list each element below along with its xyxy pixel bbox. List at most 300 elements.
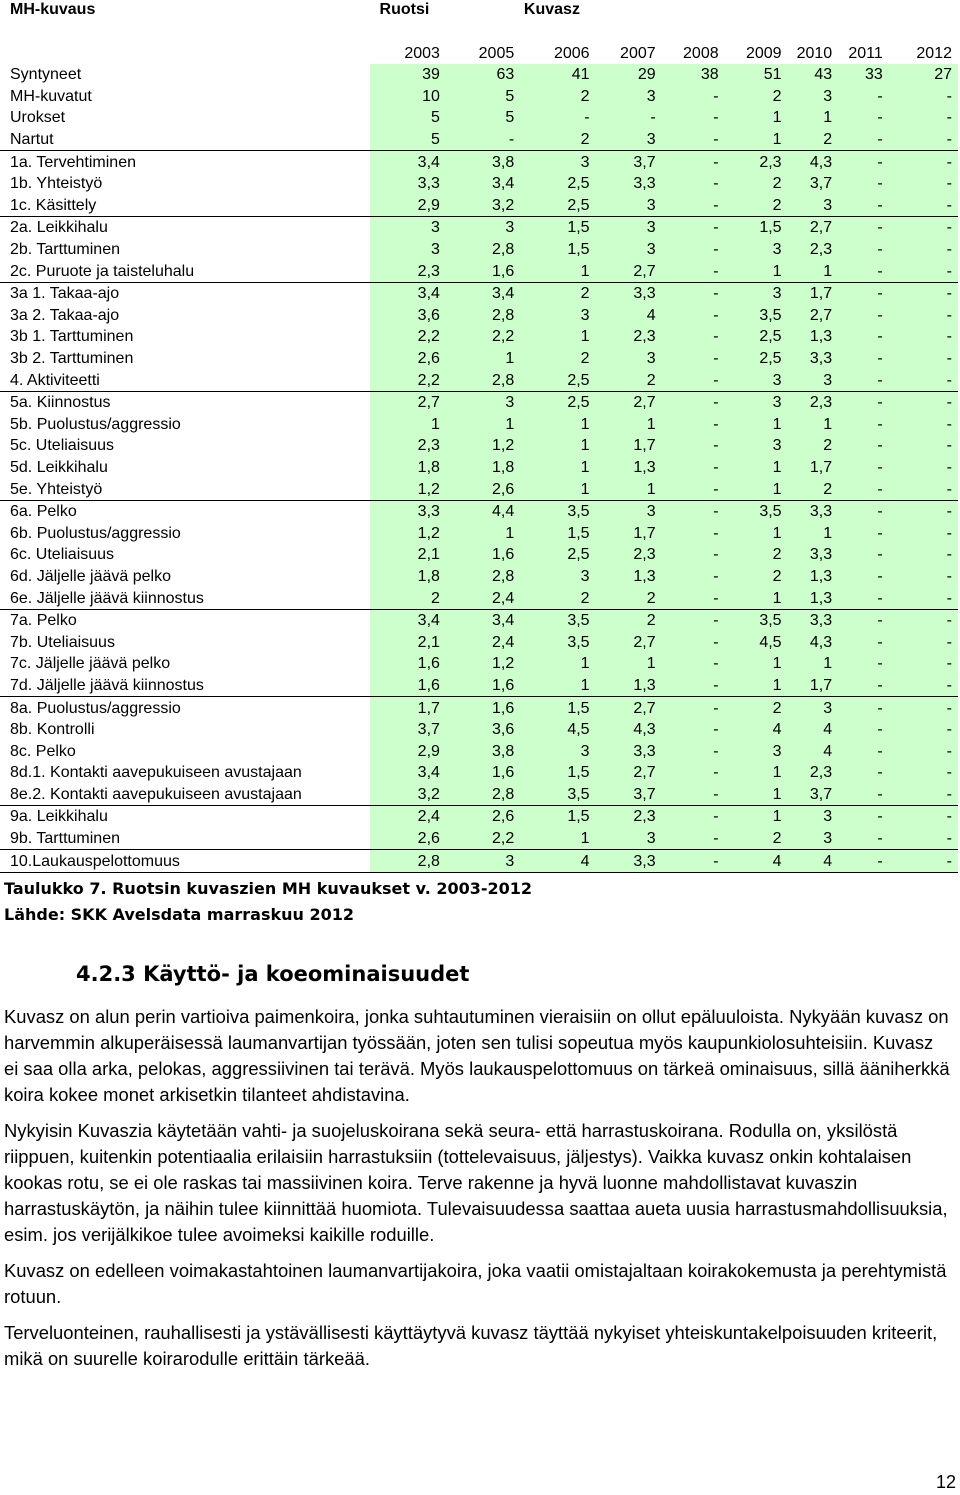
row-label: 2a. Leikkihalu: [0, 217, 370, 239]
table-cell: 2,3: [596, 544, 662, 566]
table-cell: 1: [596, 414, 662, 436]
table-cell: -: [889, 326, 958, 348]
table-cell: -: [889, 457, 958, 479]
table-cell: -: [889, 391, 958, 413]
table-cell: 1: [596, 478, 662, 500]
table-cell: 1: [520, 675, 595, 697]
table-cell: -: [889, 107, 958, 129]
table-cell: 3,7: [596, 784, 662, 806]
table-cell: 3: [725, 282, 788, 304]
table-cell: -: [838, 500, 889, 522]
table-cell: 1,8: [446, 457, 520, 479]
table-cell: -: [889, 129, 958, 151]
table-cell: 2: [788, 435, 839, 457]
section-heading: 4.2.3 Käyttö- ja koeominaisuudet: [76, 962, 470, 986]
table-row: [0, 173, 958, 195]
table-row: [0, 675, 958, 697]
table-cell: 3,3: [788, 544, 839, 566]
table-cell: 3: [446, 217, 520, 239]
table-row: [0, 478, 958, 500]
table-cell: -: [662, 500, 725, 522]
table-cell: 2,4: [446, 631, 520, 653]
table-cell: 1,6: [446, 697, 520, 719]
table-cell: -: [889, 478, 958, 500]
row-label: 5a. Kiinnostus: [0, 391, 370, 413]
table-cell: 2,5: [520, 391, 595, 413]
table-cell: -: [889, 522, 958, 544]
table-cell: 1,3: [788, 587, 839, 609]
table-row: [0, 828, 958, 850]
table-cell: 1,2: [446, 435, 520, 457]
table-cell: 51: [725, 64, 788, 86]
table-cell: 3,8: [446, 151, 520, 173]
table-cell: 1: [520, 653, 595, 675]
table-cell: 3: [520, 151, 595, 173]
table-cell: 2: [520, 348, 595, 370]
table-cell: 1: [520, 828, 595, 850]
table-row: [0, 282, 958, 304]
table-cell: 3: [446, 850, 520, 873]
table-cell: 4: [596, 305, 662, 327]
table-cell: -: [662, 806, 725, 828]
table-cell: -: [662, 653, 725, 675]
table-cell: 2,6: [370, 828, 446, 850]
header-group-kuvasz: Kuvasz: [523, 1, 580, 18]
table-cell: -: [662, 305, 725, 327]
row-label: MH-kuvatut: [10, 87, 92, 105]
table-cell: 2: [520, 282, 595, 304]
table-cell: -: [662, 697, 725, 719]
table-cell: 2: [725, 697, 788, 719]
table-cell: 1,5: [520, 806, 595, 828]
table-cell: 5: [370, 107, 446, 129]
table-cell: -: [889, 697, 958, 719]
table-cell: 3,7: [370, 719, 446, 741]
table-cell: 3: [446, 391, 520, 413]
paragraph: Kuvasz on alun perin vartioiva paimenkoira, jonka suhtautuminen vieraisiin on ollut epäluuloista. Nykyään kuvasz on harvemmin alkuperäisessä laumanvartijan työssään, joten sen tulisi sopeutua myös kaupunkiolosuhteisiin. Kuvasz ei saa olla arka, pelokas, aggressiivinen tai terävä. Myös laukauspelottomuus on tärkeä ominaisuus, sillä ääniherkkä koira kokee monet arkisetkin tilanteet ahdistavina.: [4, 1006, 950, 1105]
table-cell: 2: [596, 609, 662, 631]
table-cell: 4: [788, 850, 839, 873]
row-label: 5e. Yhteistyö: [10, 480, 103, 498]
table-cell: -: [662, 86, 725, 108]
table-cell: 2: [520, 86, 595, 108]
year-header: 2006: [553, 44, 590, 62]
table-cell: 2: [725, 86, 788, 108]
table-cell: 2,9: [370, 740, 446, 762]
table-row: [0, 457, 958, 479]
table-cell: -: [662, 675, 725, 697]
table-cell: -: [838, 762, 889, 784]
table-cell: 3: [520, 740, 595, 762]
table-cell: 2,1: [370, 631, 446, 653]
table-cell: 2,7: [596, 697, 662, 719]
table-cell: 4: [725, 719, 788, 741]
table-cell: 3,2: [370, 784, 446, 806]
year-header: 2007: [620, 44, 656, 62]
paragraph: Nykyisin Kuvaszia käytetään vahti- ja suojeluskoirana sekä seura- että harrastuskoirana. Rodulla on, yksilöstä riippuen, kuitenkin potentiaalia erilaisiin harrastuksiin (tottelevaisuus, jäljestys). Vaikka kuvasz onkin kohtalaisen kookas rotu, se ei ole raskas tai massiivinen koira. Terve rakenne ja hyvä luonne mahdollistavat kuvaszin harrastuskäytön, ja näihin tulee kiinnittää huomiota. Tulevaisuudessa saattaa aueta uusia harrastusmahdollisuuksia, esim. jos verijälkikoe tulee avoimeksi kaikille roduille.: [4, 1120, 948, 1245]
table-cell: 2,2: [446, 828, 520, 850]
years-header-row: [0, 42, 958, 64]
table-cell: -: [838, 129, 889, 151]
table-cell: 3,5: [520, 500, 595, 522]
table-cell: 1,5: [520, 217, 595, 239]
table-cell: -: [662, 609, 725, 631]
table-cell: -: [838, 107, 889, 129]
table-cell: 1: [446, 414, 520, 436]
table-cell: 10: [370, 86, 446, 108]
table-cell: -: [889, 566, 958, 588]
table-row: [0, 305, 958, 327]
year-header: 2012: [916, 44, 952, 62]
table-cell: -: [889, 609, 958, 631]
paragraph: Terveluonteinen, rauhallisesti ja ystävällisesti käyttäytyvä kuvasz täyttää nykyiset yhteiskuntakelpoisuuden kriteerit, mikä on suurelle koirarodulle erittäin tärkeää.: [4, 1322, 938, 1369]
table-cell: 3: [596, 239, 662, 261]
table-cell: 5: [446, 86, 520, 108]
table-row: [0, 522, 958, 544]
paragraph: Kuvasz on edelleen voimakastahtoinen laumanvartijakoira, joka vaatii omistajaltaan koirakokemusta ja perehtymistä rotuun.: [4, 1260, 947, 1307]
table-cell: 2: [788, 478, 839, 500]
table-cell: 1: [725, 457, 788, 479]
table-cell: 1,2: [370, 478, 446, 500]
table-cell: 3,6: [370, 305, 446, 327]
table-cell: 3,3: [788, 500, 839, 522]
table-cell: 2,3: [370, 260, 446, 282]
table-cell: -: [838, 478, 889, 500]
table-cell: -: [662, 828, 725, 850]
table-cell: 1: [520, 435, 595, 457]
table-cell: 1,5: [520, 239, 595, 261]
table-cell: 3,4: [370, 151, 446, 173]
table-cell: 2,2: [446, 326, 520, 348]
table-cell: 2,7: [788, 305, 839, 327]
table-row: [0, 806, 958, 828]
table-cell: -: [662, 173, 725, 195]
table-cell: 4,3: [788, 631, 839, 653]
table-cell: 3,7: [788, 784, 839, 806]
table-cell: 1: [520, 457, 595, 479]
table-cell: 3: [788, 697, 839, 719]
table-cell: -: [838, 850, 889, 873]
table-cell: 1,6: [446, 675, 520, 697]
table-cell: 2: [725, 195, 788, 217]
table-cell: 2: [725, 566, 788, 588]
table-cell: -: [662, 391, 725, 413]
table-cell: 2,3: [725, 151, 788, 173]
table-row: [0, 86, 958, 108]
table-cell: 2: [788, 129, 839, 151]
table-cell: -: [889, 544, 958, 566]
table-cell: 3,4: [370, 609, 446, 631]
table-row: [0, 391, 958, 413]
table-cell: -: [838, 653, 889, 675]
table-cell: -: [838, 86, 889, 108]
row-label: 7d. Jäljelle jäävä kiinnostus: [10, 676, 204, 694]
table-cell: 2,3: [788, 762, 839, 784]
table-cell: 4: [520, 850, 595, 873]
table-cell: -: [889, 195, 958, 217]
row-label: 4. Aktiviteetti: [10, 371, 100, 389]
table-row: [0, 850, 958, 873]
table-cell: -: [662, 414, 725, 436]
table-cell: 2,5: [520, 173, 595, 195]
table-cell: 1: [725, 522, 788, 544]
table-cell: 1: [446, 522, 520, 544]
table-cell: 2,3: [596, 806, 662, 828]
table-cell: -: [662, 784, 725, 806]
table-title-row: [0, 0, 958, 22]
table-cell: 2,5: [725, 326, 788, 348]
row-label: 5d. Leikkihalu: [10, 458, 108, 476]
table-row: [0, 129, 958, 151]
table-cell: 1,5: [725, 217, 788, 239]
table-row: [0, 64, 958, 86]
table-cell: -: [838, 282, 889, 304]
table-row: [0, 369, 958, 391]
table-cell: 3: [725, 391, 788, 413]
table-cell: 2,7: [788, 217, 839, 239]
table-cell: -: [662, 151, 725, 173]
table-cell: -: [662, 566, 725, 588]
row-label: 1b. Yhteistyö: [10, 175, 103, 193]
table-cell: 2,5: [520, 369, 595, 391]
table-cell: -: [838, 391, 889, 413]
table-cell: -: [838, 697, 889, 719]
table-row: [0, 348, 958, 370]
table-cell: 2,3: [370, 435, 446, 457]
table-row: [0, 653, 958, 675]
table-row: [0, 326, 958, 348]
table-cell: 2,9: [370, 195, 446, 217]
table-caption: [4, 876, 532, 928]
table-cell: -: [838, 348, 889, 370]
table-cell: 2,1: [370, 544, 446, 566]
year-header: 2005: [478, 44, 515, 62]
table-cell: 3,3: [596, 850, 662, 873]
table-cell: -: [662, 435, 725, 457]
table-cell: -: [889, 762, 958, 784]
row-label: 6a. Pelko: [0, 500, 370, 522]
row-label: 5c. Uteliaisuus: [10, 437, 115, 455]
table-cell: -: [889, 784, 958, 806]
table-cell: 2,3: [788, 239, 839, 261]
table-row: [0, 762, 958, 784]
table-cell: -: [662, 260, 725, 282]
table-cell: 3: [788, 369, 839, 391]
table-cell: 2: [520, 129, 595, 151]
table-cell: -: [889, 173, 958, 195]
table-cell: -: [662, 587, 725, 609]
table-cell: 1: [725, 653, 788, 675]
table-cell: -: [662, 195, 725, 217]
table-row: [0, 544, 958, 566]
table-cell: 3,3: [788, 348, 839, 370]
spacer-row: [0, 22, 958, 42]
table-cell: -: [889, 435, 958, 457]
table-cell: -: [838, 435, 889, 457]
table-cell: 1: [520, 414, 595, 436]
table-cell: 3: [725, 435, 788, 457]
table-cell: 2,6: [446, 478, 520, 500]
table-cell: 1,3: [788, 326, 839, 348]
table-cell: 3,3: [596, 282, 662, 304]
table-cell: 39: [370, 64, 446, 86]
row-label: Syntyneet: [10, 66, 82, 84]
table-cell: 3: [596, 348, 662, 370]
table-cell: 2: [725, 173, 788, 195]
row-label: 9a. Leikkihalu: [0, 806, 370, 828]
table-cell: 1: [725, 107, 788, 129]
table-cell: 2,8: [446, 566, 520, 588]
table-cell: 1,2: [370, 522, 446, 544]
table-cell: -: [662, 369, 725, 391]
table-cell: 27: [889, 64, 958, 86]
table-cell: -: [662, 478, 725, 500]
table-cell: 1,5: [520, 522, 595, 544]
caption-source: Lähde: SKK Avelsdata marraskuu 2012: [4, 905, 355, 924]
table-cell: 2,8: [446, 369, 520, 391]
table-cell: -: [838, 806, 889, 828]
table-row: [0, 435, 958, 457]
table-cell: -: [838, 828, 889, 850]
table-cell: 3: [725, 369, 788, 391]
table-cell: -: [838, 305, 889, 327]
table-cell: 3,5: [725, 609, 788, 631]
table-cell: 1: [596, 653, 662, 675]
table-cell: -: [838, 326, 889, 348]
table-cell: -: [520, 107, 595, 129]
table-cell: -: [662, 239, 725, 261]
table-cell: -: [838, 566, 889, 588]
year-header: 2008: [683, 44, 719, 62]
table-cell: 2: [596, 587, 662, 609]
table-cell: 3,4: [446, 173, 520, 195]
table-cell: 3: [596, 828, 662, 850]
table-cell: 2,7: [596, 391, 662, 413]
table-cell: 2: [520, 587, 595, 609]
table-cell: 1: [446, 348, 520, 370]
table-cell: 4: [788, 740, 839, 762]
table-cell: -: [889, 806, 958, 828]
table-cell: 2,4: [446, 587, 520, 609]
table-cell: 3,5: [725, 500, 788, 522]
table-cell: 2,7: [596, 260, 662, 282]
table-cell: 2,4: [370, 806, 446, 828]
table-cell: 1,7: [370, 697, 446, 719]
row-label: 9b. Tarttuminen: [10, 830, 120, 848]
page-number: 12: [935, 1472, 956, 1492]
year-header: 2003: [404, 44, 440, 62]
table-cell: 2: [596, 369, 662, 391]
header-group-ruotsi: Ruotsi: [379, 1, 430, 18]
table-cell: -: [838, 369, 889, 391]
table-cell: 3,3: [596, 740, 662, 762]
table-cell: -: [838, 195, 889, 217]
row-label: 8b. Kontrolli: [10, 721, 95, 739]
table-cell: 2,6: [446, 806, 520, 828]
table-cell: -: [889, 631, 958, 653]
table-row: [0, 719, 958, 741]
row-label: 6b. Puolustus/aggressio: [10, 524, 181, 542]
table-cell: 4,5: [725, 631, 788, 653]
table-cell: 3: [520, 305, 595, 327]
table-cell: 5: [446, 107, 520, 129]
table-cell: 43: [788, 64, 839, 86]
table-cell: 3,5: [725, 305, 788, 327]
table-cell: 3: [788, 828, 839, 850]
table-cell: 33: [838, 64, 889, 86]
table-cell: -: [889, 414, 958, 436]
table-cell: 1: [520, 260, 595, 282]
table-cell: -: [838, 151, 889, 173]
table-cell: 1,7: [788, 457, 839, 479]
table-cell: 1,2: [446, 653, 520, 675]
table-cell: -: [889, 282, 958, 304]
table-cell: -: [889, 151, 958, 173]
table-cell: 3,4: [370, 282, 446, 304]
table-cell: 2,2: [370, 326, 446, 348]
table-cell: -: [662, 282, 725, 304]
table-cell: 1,6: [446, 762, 520, 784]
table-cell: -: [889, 500, 958, 522]
table-cell: 2,8: [446, 784, 520, 806]
table-cell: 1: [788, 522, 839, 544]
table-cell: -: [838, 239, 889, 261]
table-cell: 3,7: [788, 173, 839, 195]
row-label: 2c. Puruote ja taisteluhalu: [10, 262, 195, 280]
table-row: [0, 740, 958, 762]
table-cell: -: [662, 217, 725, 239]
table-cell: 3: [596, 129, 662, 151]
row-label: 7a. Pelko: [0, 609, 370, 631]
header-label: MH-kuvaus: [10, 1, 96, 18]
table-cell: 1: [788, 653, 839, 675]
table-cell: 1,3: [596, 675, 662, 697]
body-text: [4, 1004, 952, 1382]
table-cell: -: [838, 784, 889, 806]
year-header: 2011: [848, 44, 883, 62]
row-label: 3a 2. Takaa-ajo: [10, 306, 120, 324]
row-label: Urokset: [10, 109, 66, 127]
table-cell: 3: [596, 195, 662, 217]
row-label: Nartut: [10, 131, 54, 149]
table-cell: -: [889, 587, 958, 609]
table-cell: 4,3: [596, 719, 662, 741]
table-cell: -: [889, 217, 958, 239]
table-row: [0, 566, 958, 588]
row-label: 2b. Tarttuminen: [10, 241, 120, 259]
table-cell: -: [889, 719, 958, 741]
table-cell: 1,3: [788, 566, 839, 588]
table-cell: 1: [520, 326, 595, 348]
table-cell: 3,4: [370, 762, 446, 784]
table-cell: 1,8: [370, 457, 446, 479]
table-cell: -: [662, 326, 725, 348]
row-label: 8e.2. Kontakti aavepukuiseen avustajaan: [10, 785, 302, 803]
table-cell: 1: [725, 806, 788, 828]
table-cell: 2,3: [788, 391, 839, 413]
table-cell: 3,5: [520, 609, 595, 631]
table-cell: 3: [370, 217, 446, 239]
table-cell: 1,7: [788, 675, 839, 697]
table-cell: -: [889, 239, 958, 261]
row-label: 7b. Uteliaisuus: [10, 633, 115, 651]
table-cell: 2: [725, 828, 788, 850]
caption-title: Taulukko 7. Ruotsin kuvaszien MH kuvaukset v. 2003-2012: [4, 879, 533, 898]
row-label: 10.Laukauspelottomuus: [0, 850, 370, 873]
table-cell: 3: [788, 806, 839, 828]
table-cell: -: [838, 544, 889, 566]
year-header: 2010: [796, 44, 833, 62]
